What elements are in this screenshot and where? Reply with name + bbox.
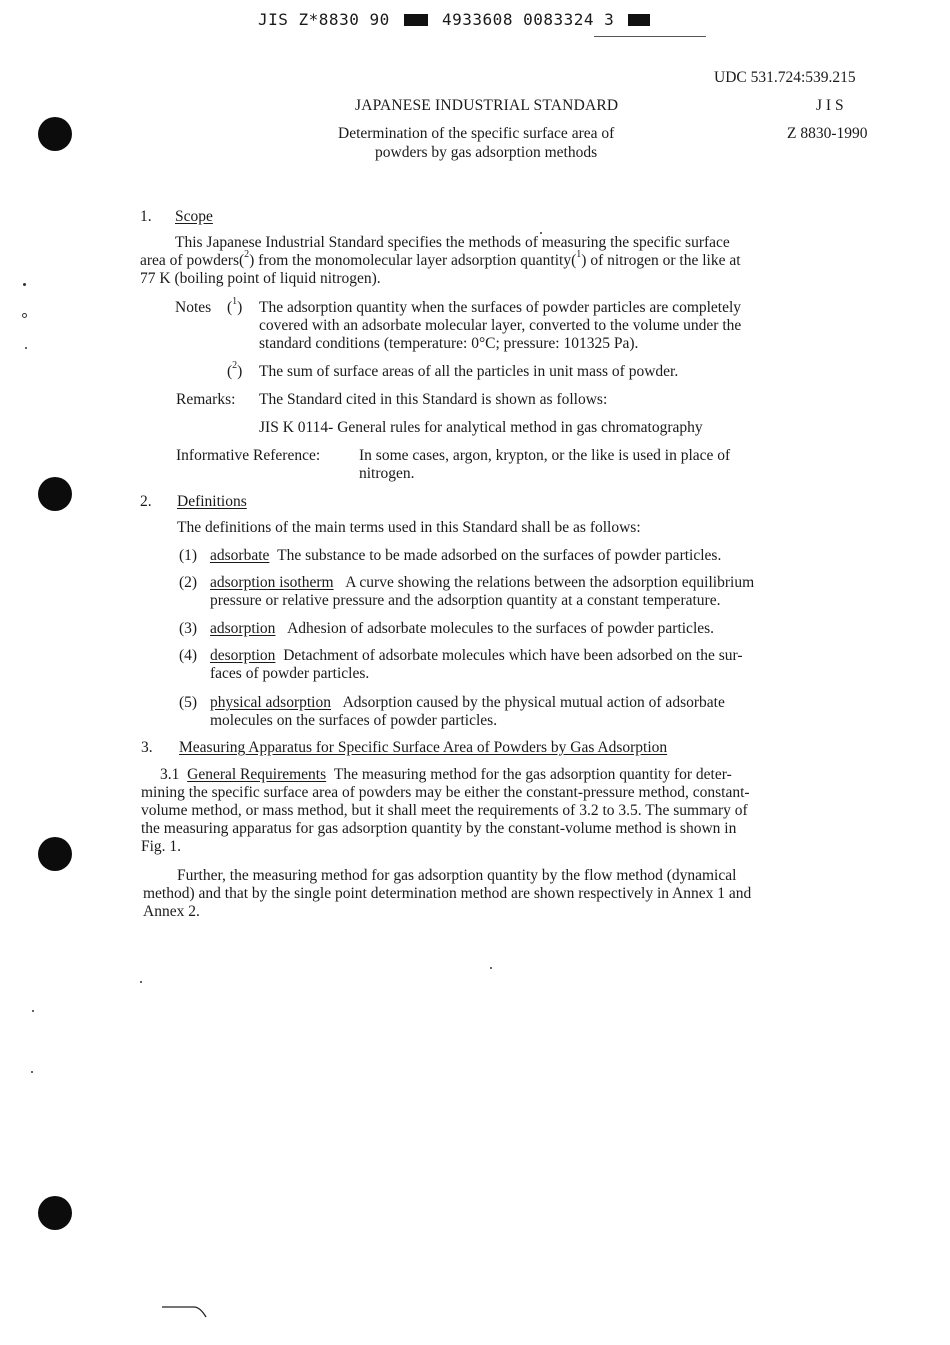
definition-2-number: (2): [179, 574, 198, 591]
scope-paragraph: [140, 234, 880, 288]
definition-text: The substance to be made adsorbed on the surfaces of powder particles.: [277, 547, 722, 564]
subsection-3-1-line: mining the specific surface area of powders may be either the constant-pressure method, constant-: [141, 784, 750, 801]
scope-line-3: 77 K (boiling point of liquid nitrogen).: [140, 270, 381, 287]
note-1-number: 1: [232, 295, 238, 307]
definition-5-number: (5): [179, 694, 198, 711]
scan-speck: [32, 1010, 34, 1012]
definition-4-number: (4): [179, 647, 198, 664]
scan-speck: [490, 967, 492, 969]
definition-text: A curve showing the relations between the adsorption equilibrium: [345, 574, 755, 591]
definition-text-continued: pressure or relative pressure and the adsorption quantity at a constant temperature.: [210, 592, 721, 609]
definition-term: adsorbate: [210, 547, 270, 564]
punch-hole-1: [38, 117, 72, 151]
definition-text: Adhesion of adsorbate molecules to the surfaces of powder particles.: [287, 620, 715, 637]
informative-reference-line: In some cases, argon, krypton, or the like is used in place of: [359, 447, 731, 464]
note-2-text: The sum of surface areas of all the particles in unit mass of powder.: [259, 363, 679, 380]
punch-hole-3: [38, 837, 72, 871]
jis-mark: J I S: [816, 97, 844, 114]
standard-title: JAPANESE INDUSTRIAL STANDARD: [355, 97, 619, 114]
subsection-3-1-heading: General Requirements: [187, 766, 327, 783]
redaction-block-1: [404, 14, 428, 26]
definition-text-continued: molecules on the surfaces of powder particles.: [210, 712, 498, 729]
scope-text: area of powders(: [140, 252, 245, 269]
scan-speck: [31, 1071, 33, 1073]
subsection-3-1: [141, 766, 750, 856]
further-line: Further, the measuring method for gas adsorption quantity by the flow method (dynamical: [177, 867, 737, 884]
informative-reference-text: [359, 447, 730, 483]
subsection-3-1-number: 3.1: [160, 766, 180, 783]
section-1-number: 1.: [140, 208, 152, 225]
document-title-line-2: powders by gas adsorption methods: [375, 144, 598, 161]
document-title-line-1: Determination of the specific surface area of: [338, 125, 615, 142]
punch-hole-2: [38, 477, 72, 511]
punch-hole-4: [38, 1196, 72, 1230]
definition-term: desorption: [210, 647, 276, 664]
note-2-mark: ($^2$): [227, 359, 243, 380]
scope-text: ) of nitrogen or the like at: [581, 252, 741, 269]
scope-line-2: [140, 248, 880, 270]
scope-line-1: This Japanese Industrial Standard specifies the methods of measuring the specific surface: [175, 234, 730, 251]
further-line: method) and that by the single point determination method are shown respectively in Annex 1 and: [143, 885, 752, 902]
informative-reference-label: Informative Reference:: [176, 447, 321, 464]
footnote-ref: 1: [576, 248, 582, 260]
notes-label: Notes: [175, 299, 212, 316]
informative-reference-line: nitrogen.: [359, 465, 415, 482]
subsection-3-1-line: volume method, or mass method, but it shall meet the requirements of 3.2 to 3.5. The summary of: [141, 802, 748, 819]
remarks-text: The Standard cited in this Standard is shown as follows:: [259, 391, 608, 408]
header-code-part1: JIS Z*8830 90: [258, 10, 390, 29]
section-1-heading: Scope: [175, 208, 213, 225]
definition-4: [210, 647, 743, 683]
subsection-3-1-line: the measuring apparatus for gas adsorption quantity by the constant-volume method is shown in: [141, 820, 737, 837]
scan-speck: [25, 347, 27, 349]
further-line: Annex 2.: [143, 903, 200, 920]
definition-term: adsorption isotherm: [210, 574, 334, 591]
redaction-block-2: [628, 14, 650, 26]
header-code-part2: 4933608 0083324 3: [442, 10, 615, 29]
definition-text: Adsorption caused by the physical mutual action of adsorbate: [342, 694, 725, 711]
section-2-heading: Definitions: [177, 493, 247, 510]
scan-speck: [22, 313, 27, 318]
section-3-number: 3.: [141, 739, 153, 756]
definition-3: [210, 620, 714, 638]
subsection-3-1-text: The measuring method for the gas adsorption quantity for deter-: [333, 766, 732, 783]
scope-text: ) from the monomolecular layer adsorption quantity(: [249, 252, 577, 269]
definition-term: physical adsorption: [210, 694, 331, 711]
note-1-line: standard conditions (temperature: 0°C; pressure: 101325 Pa).: [259, 335, 639, 352]
note-1-mark: ($^1$): [227, 295, 243, 316]
definition-1-number: (1): [179, 547, 198, 564]
section-3-heading: Measuring Apparatus for Specific Surface Area of Powders by Gas Adsorption: [179, 739, 668, 756]
definition-term: adsorption: [210, 620, 276, 637]
definitions-intro: The definitions of the main terms used in this Standard shall be as follows:: [177, 519, 641, 536]
definition-text: Detachment of adsorbate molecules which have been adsorbed on the sur-: [283, 647, 743, 664]
definition-text-continued: faces of powder particles.: [210, 665, 370, 682]
note-1-line: covered with an adsorbate molecular layer, converted to the volume under the: [259, 317, 742, 334]
cited-standard: JIS K 0114- General rules for analytical method in gas chromatography: [259, 419, 703, 436]
note-1-text: [259, 299, 741, 353]
note-1-line: The adsorption quantity when the surfaces of powder particles are completely: [259, 299, 742, 316]
further-paragraph: [143, 867, 751, 921]
definition-2: [210, 574, 754, 610]
pen-stroke-mark: [160, 1300, 210, 1320]
document-number: Z 8830-1990: [787, 125, 868, 142]
footnote-ref: 2: [244, 248, 250, 260]
section-2-number: 2.: [140, 493, 152, 510]
remarks-label: Remarks:: [176, 391, 236, 408]
scan-speck: [140, 981, 142, 983]
header-rule: [594, 36, 706, 37]
udc-code: UDC 531.724:539.215: [714, 69, 856, 86]
note-2-number: 2: [232, 359, 238, 371]
subsection-3-1-line: Fig. 1.: [141, 838, 182, 855]
definition-3-number: (3): [179, 620, 198, 637]
definition-1: [210, 547, 721, 565]
header-code: [258, 11, 650, 29]
definition-5: [210, 694, 725, 730]
scan-speck: [23, 283, 26, 286]
